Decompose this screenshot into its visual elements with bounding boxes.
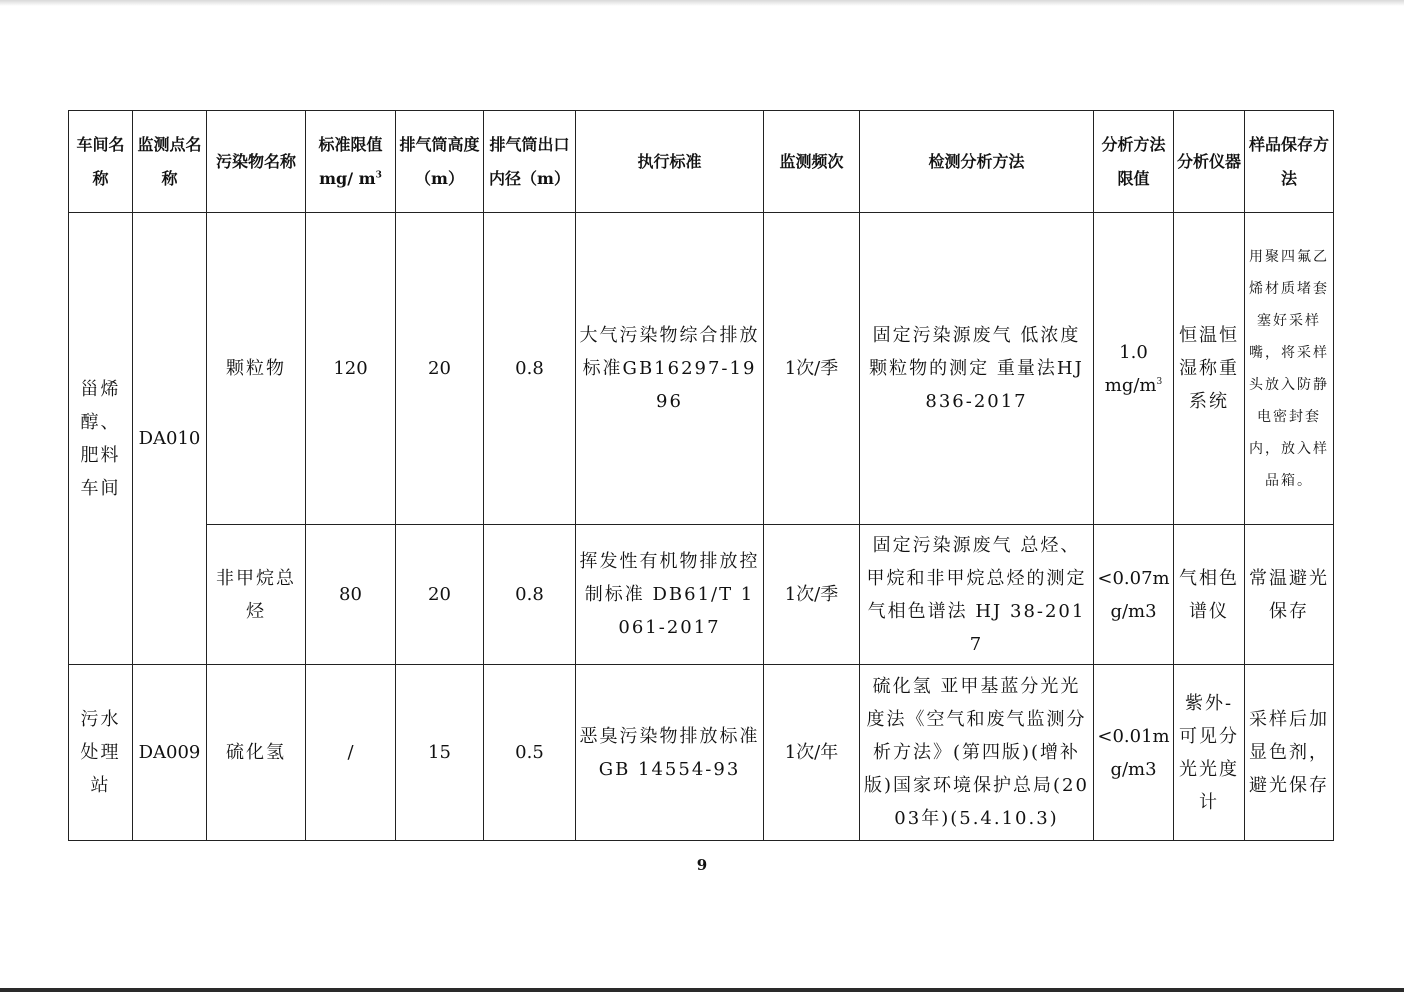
- header-stack-height: 排气筒高度（m）: [396, 111, 484, 213]
- cell-standard: 恶臭污染物排放标准GB 14554-93: [576, 665, 764, 841]
- header-standard: 执行标准: [576, 111, 764, 213]
- cell-point: DA009: [133, 665, 207, 841]
- header-preservation: 样品保存方法: [1245, 111, 1334, 213]
- cell-stack-height: 20: [396, 525, 484, 665]
- cell-limit: 120: [306, 213, 396, 525]
- cell-limit: /: [306, 665, 396, 841]
- cell-instrument: 紫外-可见分光光度计: [1174, 665, 1245, 841]
- table-row: [69, 213, 1334, 525]
- cell-standard: 挥发性有机物排放控制标准 DB61/T 1061-2017: [576, 525, 764, 665]
- detection-limit-value: 1.0: [1119, 341, 1148, 363]
- header-point: 监测点名称: [133, 111, 207, 213]
- cell-pollutant: 非甲烷总烃: [207, 525, 306, 665]
- cell-outlet-diameter: 0.8: [484, 213, 576, 525]
- cell-frequency: 1次/季: [764, 213, 860, 525]
- header-pollutant: 污染物名称: [207, 111, 306, 213]
- cell-stack-height: 20: [396, 213, 484, 525]
- cell-preservation: 采样后加显色剂，避光保存: [1245, 665, 1334, 841]
- page-edge-top: [0, 0, 1404, 6]
- header-limit-unit: mg/ m: [319, 168, 376, 188]
- page-number: 9: [696, 856, 708, 874]
- cell-limit: 80: [306, 525, 396, 665]
- cell-standard: 大气污染物综合排放标准GB16297-1996: [576, 213, 764, 525]
- cell-pollutant: 硫化氢: [207, 665, 306, 841]
- cell-method: 固定污染源废气 总烃、甲烷和非甲烷总烃的测定 气相色谱法 HJ 38-2017: [860, 525, 1094, 665]
- cell-outlet-diameter: 0.5: [484, 665, 576, 841]
- cell-method: 硫化氢 亚甲基蓝分光光度法《空气和废气监测分析方法》(第四版)(增补版)国家环境保护总局(2003年)(5.4.10.3): [860, 665, 1094, 841]
- cell-workshop: 污水处理站: [69, 665, 133, 841]
- cell-detection-limit: <0.07mg/m3: [1094, 525, 1174, 665]
- cell-frequency: 1次/年: [764, 665, 860, 841]
- cell-preservation: 用聚四氟乙烯材质堵套塞好采样嘴，将采样头放入防静电密封套内，放入样品箱。: [1245, 213, 1334, 525]
- cell-instrument: 气相色谱仪: [1174, 525, 1245, 665]
- cell-pollutant: 颗粒物: [207, 213, 306, 525]
- header-detection-limit: 分析方法限值: [1094, 111, 1174, 213]
- cell-detection-limit: [1094, 213, 1174, 525]
- monitoring-table: [68, 110, 1334, 841]
- header-limit-unit-sup: 3: [375, 170, 382, 181]
- cell-workshop: 甾烯醇、肥料车间: [69, 213, 133, 665]
- cell-method: 固定污染源废气 低浓度颗粒物的测定 重量法HJ836-2017: [860, 213, 1094, 525]
- header-frequency: 监测频次: [764, 111, 860, 213]
- cell-preservation: 常温避光保存: [1245, 525, 1334, 665]
- cell-detection-limit: <0.01mg/m3: [1094, 665, 1174, 841]
- detection-limit-unit-sup: 3: [1156, 376, 1163, 387]
- header-limit: [306, 111, 396, 213]
- header-outlet-diameter: 排气筒出口内径（m）: [484, 111, 576, 213]
- header-limit-text: 标准限值: [318, 134, 383, 154]
- header-row: [69, 111, 1334, 213]
- table-row: [69, 665, 1334, 841]
- detection-limit-unit: mg/m: [1104, 374, 1157, 396]
- cell-stack-height: 15: [396, 665, 484, 841]
- page-edge-bottom: [0, 988, 1404, 992]
- cell-instrument: 恒温恒湿称重系统: [1174, 213, 1245, 525]
- cell-point: DA010: [133, 213, 207, 665]
- header-method: 检测分析方法: [860, 111, 1094, 213]
- table-row: [69, 525, 1334, 665]
- header-workshop: 车间名称: [69, 111, 133, 213]
- cell-frequency: 1次/季: [764, 525, 860, 665]
- header-instrument: 分析仪器: [1174, 111, 1245, 213]
- cell-outlet-diameter: 0.8: [484, 525, 576, 665]
